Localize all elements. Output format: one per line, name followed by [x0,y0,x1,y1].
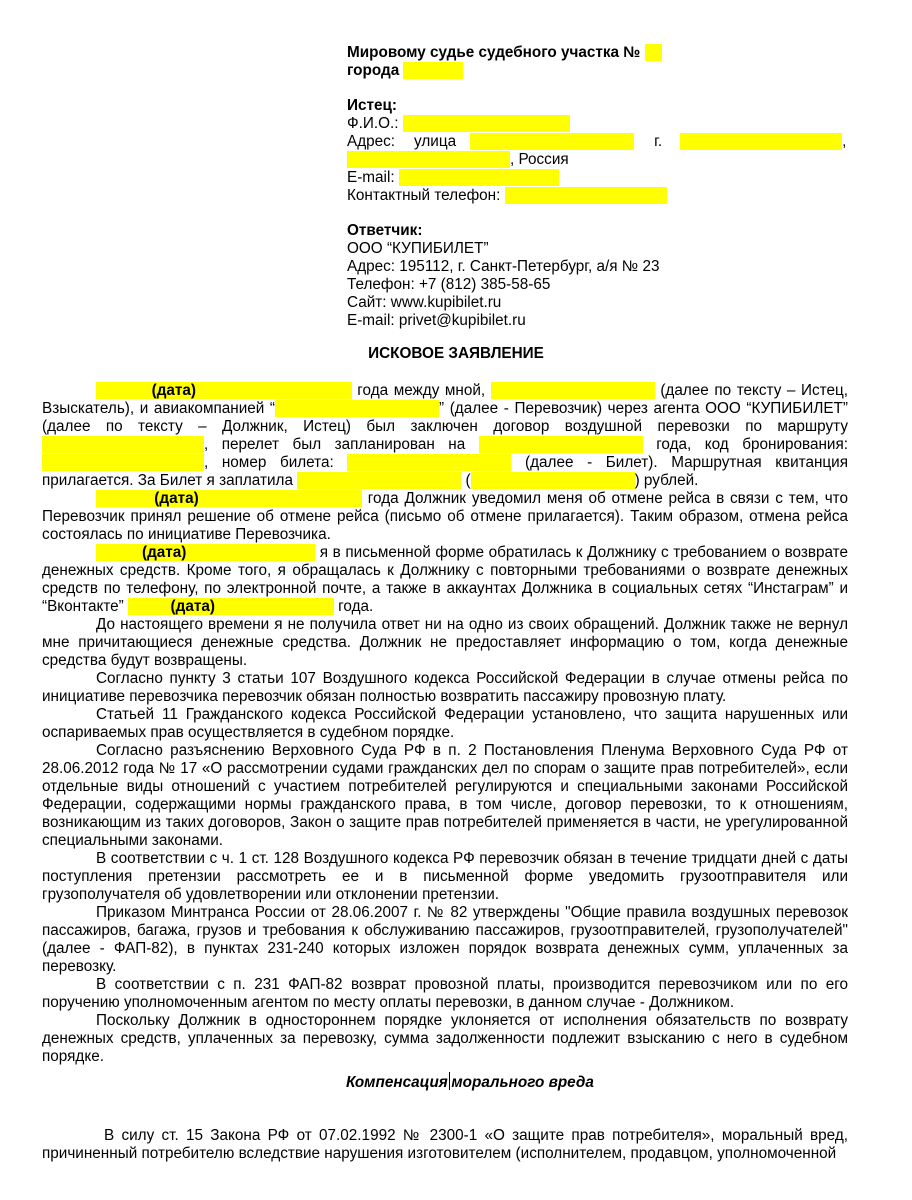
email-label: E-mail: [347,169,395,186]
date-field-3[interactable]: (дата) [96,544,315,561]
plaintiff-heading: Истец: [347,97,397,114]
defendant-name: ООО “КУПИБИЛЕТ” [347,240,489,257]
paragraph-2: (дата) года Должник уведомил меня об отмене рейса в связи с тем, что Перевозчик принял решение об отмене рейса (письмо об отмене прилагается). Таким образом, отмена рейса состоялась по инициативе Перевозчика. [42,490,849,543]
paragraph-8: В соответствии с ч. 1 ст. 128 Воздушного кодекса РФ перевозчик обязан в течение тридцати дней с даты поступления претензии рассмотреть ее и в письменной форме уведомить грузоотправителя или грузополучателя об удовлетворении или отклонении претензии. [42,850,848,903]
section-subheading: Компенсация морального вреда [346,1074,594,1091]
russia-label: , Россия [510,151,569,168]
city-field[interactable] [403,62,463,79]
defendant-block [347,222,857,330]
price-words-field[interactable] [471,472,635,489]
booking-code-field[interactable] [42,454,204,471]
paragraph-4: До настоящего времени я не получила ответ ни на одно из своих обращений. Должник также не вернул мне причитающиеся денежные средства. Должник не предоставляет информацию о том, когда денежные средства будут возвращены. [42,616,848,669]
fio-label: Ф.И.О.: [347,115,399,132]
address-city-field[interactable] [680,133,842,150]
header-block [347,44,857,330]
to-judge-label: Мировому судье судебного участка № [347,44,641,61]
street-field[interactable] [470,133,634,150]
address-label: Адрес: [347,133,396,150]
street-label: улица [414,133,457,150]
defendant-email: E-mail: privet@kupibilet.ru [347,312,526,329]
defendant-phone: Телефон: +7 (812) 385-58-65 [347,276,551,293]
paragraph-9: Приказом Минтранса России от 28.06.2007 г. № 82 утверждены "Общие правила воздушных перевозок пассажиров, багажа, грузов и требования к обслуживанию пассажиров, грузоотправителей, грузополучателей" (далее - ФАП-82), в пунктах 231-240 которых изложен порядок возврата денежных сумм, уплаченных за перевозку. [42,904,848,975]
paragraph-1: (дата) года между мной, (далее по тексту – Истец, Взыскатель), и авиакомпанией “ ” (далее - Перевозчик) через агента ООО “КУПИБИЛЕТ” (далее по тексту – Должник, Истец) был заключен договор воздушной перевозки по маршруту , перелет был запланирован на года, код бронирования: , номер билета: (далее - Билет). Маршрутная квитанция прилагается. За Билет я заплатила ( ) рублей. [42,382,849,489]
paragraph-11: Поскольку Должник в одностороннем порядке уклоняется от исполнения обязательств по возврату денежных средств, уплаченных за перевозку, сумма задолженности подлежит взысканию с него в судебном порядке. [42,1012,848,1065]
date-field-2[interactable]: (дата) [96,490,362,507]
document-title: ИСКОВОЕ ЗАЯВЛЕНИЕ [368,345,544,362]
ticket-number-field[interactable] [347,454,511,471]
paragraph-10: В соответствии с п. 231 ФАП-82 возврат провозной платы, производится перевозчиком или по его поручению уполномоченным агентом по месту оплаты перевозки, в данном случае - Должником. [42,976,848,1011]
paragraph-3: (дата) я в письменной форме обратилась к Должнику с требованием о возврате денежных средств. Кроме того, я обращалась к Должнику с повторными требованиями о возврате денежных средств по телефону, по электронной почте, а также в аккаунтах Должника в социальных сетях “Инстаграм” и “Вконтакте” (дата) года. [42,544,849,615]
route-field[interactable] [42,436,204,453]
plaintiff-block [347,97,857,205]
address-region-field[interactable] [347,151,510,168]
price-field[interactable] [297,472,461,489]
paragraph-12: В силу ст. 15 Закона РФ от 07.02.1992 № 2300-1 «О защите прав потребителя», моральный вред, причиненный потребителю вследствие нарушения изготовителем (исполнителем, продавцом, уполномоченной [42,1127,848,1162]
email-field[interactable] [399,169,559,186]
date-field-4[interactable]: (дата) [128,598,334,615]
paragraph-6: Статьей 11 Гражданского кодекса Российской Федерации установлено, что защита нарушенных или оспариваемых прав осуществляется в судебном порядке. [42,706,848,741]
address-comma: , [842,133,847,150]
flight-date-field[interactable] [479,436,643,453]
phone-label: Контактный телефон: [347,187,501,204]
plaintiff-name-field[interactable] [491,382,655,399]
date-field-1[interactable]: (дата) [96,382,352,399]
paragraph-5: Согласно пункту 3 статьи 107 Воздушного кодекса Российской Федерации в случае отмены рейса по инициативе перевозчика перевозчик обязан полностью возвратить пассажиру провозную плату. [42,670,848,705]
city-abbr-label: г. [654,133,663,150]
city-label: города [347,62,400,79]
phone-field[interactable] [505,187,667,204]
defendant-address: Адрес: 195112, г. Санкт-Петербург, а/я № 23 [347,258,660,275]
defendant-site: Сайт: www.kupibilet.ru [347,294,502,311]
fio-field[interactable] [403,115,570,132]
court-number-field[interactable] [645,44,662,61]
paragraph-7: Согласно разъяснению Верховного Суда РФ в п. 2 Постановления Пленума Верховного Суда РФ от 28.06.2012 года № 17 «О рассмотрении судами гражданских дел по спорам о защите прав потребителей», если отдельные виды отношений с участием потребителей регулируются и специальными законами Российской Федерации, содержащими нормы гражданского права, в том числе, договор перевозки, то к отношениям, возникающим из таких договоров, Закон о защите прав потребителей применяется в части, не урегулированной специальными законами. [42,742,848,849]
airline-field[interactable] [275,400,439,417]
document-body [42,382,848,1066]
defendant-heading: Ответчик: [347,222,423,239]
recipient-block [347,44,857,80]
